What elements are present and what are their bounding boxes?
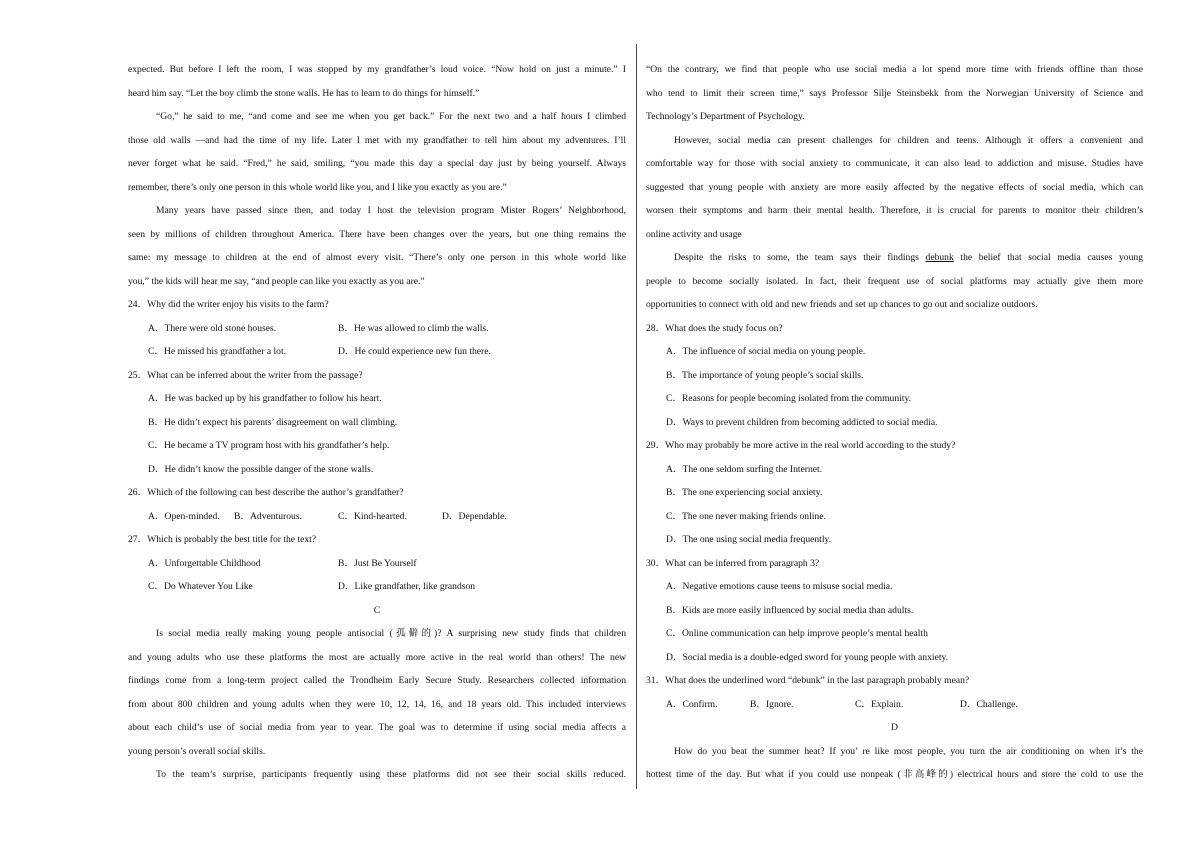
option-d: D．Social media is a double-edged sword for young people with anxiety. xyxy=(666,651,949,663)
text-line: remember, there’s only one person in this whole world like you, and I like you exactly as you are.” xyxy=(128,181,507,193)
text-line: worsen their symptoms and harm their mental health. Therefore, it is crucial for parents to monitor their children’s xyxy=(646,205,1143,216)
text-line: about each child’s use of social media from year to year. The goal was to determine if using social media affects a xyxy=(128,722,626,733)
section-heading-d: D xyxy=(891,722,898,733)
option-c: C．Kind-hearted. xyxy=(338,510,408,522)
text-line: and young adults who use these platforms the most are actually more active in the real world than others! The new xyxy=(128,651,626,663)
right-column xyxy=(646,58,1143,787)
option-d: D．He didn’t know the possible danger of the stone walls. xyxy=(148,463,374,475)
option-b: B．The importance of young people’s social skills. xyxy=(666,369,864,381)
question-stem: 28．What does the study focus on? xyxy=(646,322,783,334)
option-a: A．Confirm. xyxy=(666,698,718,710)
option-d: D．Like grandfather, like grandson xyxy=(338,581,476,592)
text-line: How do you beat the summer heat? If you’ re like most people, you turn the air conditioning on when it’s the xyxy=(674,745,1143,757)
text-line: same: my message to children at the end of almost every visit. “There’s only one person in this whole world like xyxy=(128,252,626,263)
text-line: young person’s overall social skills. xyxy=(128,745,266,757)
text-line: from about 800 children and young adults when they were 10, 12, 14, 16, and 18 years old. This included interviews xyxy=(128,698,626,710)
text-line: hottest time of the day. But what if you could use nonpeak (非高峰的) electrical hours and store the cold to use the xyxy=(646,769,1143,780)
option-b: B．Ignore. xyxy=(750,698,794,710)
question-stem: 30．What can be inferred from paragraph 3? xyxy=(646,557,820,569)
passage-b-continuation xyxy=(128,58,626,293)
text-line: those old walls —and had the time of my life. Later I met with my grandfather to tell him about my adventures. I’ll xyxy=(128,134,626,146)
option-row xyxy=(128,575,626,599)
text-line: online activity and usage xyxy=(646,228,742,240)
question-stem: 26．Which of the following can best describe the author’s grandfather? xyxy=(128,487,404,498)
question-29 xyxy=(646,434,1143,552)
text-line xyxy=(646,246,1143,270)
option-d: D．Challenge. xyxy=(960,698,1018,710)
option-a: A．The one seldom surfing the Internet. xyxy=(666,463,823,475)
option-b: B．Adventurous. xyxy=(234,510,302,522)
section-heading-c: C xyxy=(373,604,381,616)
text-line: people to become socially isolated. In fact, their frequent use of social platforms may actually give them more xyxy=(646,275,1143,287)
passage-c-continuation xyxy=(646,58,1143,317)
question-28 xyxy=(646,317,1143,435)
question-30 xyxy=(646,552,1143,670)
text-fragment: Despite the risks to some, the team says their findings xyxy=(674,252,926,263)
text-line: seen by millions of children throughout America. There have been changes over the years, but one thing remains the xyxy=(128,228,626,240)
question-stem: 24．Why did the writer enjoy his visits to the farm? xyxy=(128,299,329,310)
question-stem: 31．What does the underlined word “debunk” in the last paragraph probably mean? xyxy=(646,675,970,686)
option-b: B．Just Be Yourself xyxy=(338,557,417,569)
option-row xyxy=(128,317,626,341)
option-row xyxy=(646,693,1143,717)
option-d: D．Dependable. xyxy=(442,510,507,522)
question-stem: 25．What can be inferred about the writer from the passage? xyxy=(128,369,363,381)
option-a: A．The influence of social media on young people. xyxy=(666,346,866,357)
option-d: D．The one using social media frequently. xyxy=(666,534,832,545)
text-fragment: the belief that social media causes young xyxy=(953,252,1143,263)
text-line: you,” the kids will hear me say, “and people can like you exactly as you are.” xyxy=(128,275,425,287)
option-c: C．Reasons for people becoming isolated from the community. xyxy=(666,393,912,404)
option-row xyxy=(128,505,626,529)
option-a: A．Unforgettable Childhood xyxy=(148,557,261,569)
option-b: B．He was allowed to climb the walls. xyxy=(338,322,489,334)
left-column xyxy=(128,58,626,787)
option-c: C．He missed his grandfather a lot. xyxy=(148,346,287,357)
question-stem: 29．Who may probably be more active in the real world according to the study? xyxy=(646,440,956,451)
option-c: C．Explain. xyxy=(855,698,904,710)
question-26 xyxy=(128,481,626,528)
option-c: C．Online communication can help improve people’s mental health xyxy=(666,628,928,639)
column-divider xyxy=(636,44,637,789)
text-line: findings come from a long-term project called the Trondheim Early Secure Study. Researchers collected information xyxy=(128,675,626,686)
option-c: C．The one never making friends online. xyxy=(666,510,826,522)
option-a: A．Open-minded. xyxy=(148,510,220,522)
text-line: comfortable way for those with social anxiety to communicate, it can also lead to addiction and misuse. Studies have xyxy=(646,158,1143,169)
option-b: B．He didn’t expect his parents’ disagreement on wall climbing. xyxy=(148,416,398,428)
option-b: B．The one experiencing social anxiety. xyxy=(666,487,823,498)
question-27 xyxy=(128,528,626,599)
option-a: A．He was backed up by his grandfather to follow his heart. xyxy=(148,393,382,404)
text-line: who tend to limit their screen time,” says Professor Silje Steinsbekk from the Norwegian University of Science and xyxy=(646,87,1143,99)
underlined-word-debunk: debunk xyxy=(925,252,954,263)
text-line: opportunities to connect with old and new friends and set up chances to go out and socialize outdoors. xyxy=(646,299,1038,310)
option-b: B．Kids are more easily influenced by social media than adults. xyxy=(666,604,914,616)
passage-d xyxy=(646,740,1143,787)
option-c: C．He became a TV program host with his grandfather’s help. xyxy=(148,440,390,451)
option-row xyxy=(128,552,626,576)
text-line: suggested that young people with anxiety are more easily affected by the negative effects of social media, which can xyxy=(646,181,1143,193)
option-d: D．He could experience new fun there. xyxy=(338,346,491,357)
option-a: A．Negative emotions cause teens to misuse social media. xyxy=(666,581,893,592)
text-line: “Go,” he said to me, “and come and see me when you get back.” For the next two and a half hours I climbed xyxy=(156,111,626,122)
text-line: However, social media can present challenges for children and teens. Although it offers a convenient and xyxy=(674,134,1143,146)
option-a: A．There were old stone houses. xyxy=(148,322,277,334)
text-line: Many years have passed since then, and today I host the television program Mister Rogers’ Neighborhood, xyxy=(156,205,626,216)
option-row xyxy=(128,340,626,364)
text-line: never forget what he said. “Fred,” he said, smiling, “you made this day a special day just by being yourself. Always xyxy=(128,158,626,169)
text-line: Is social media really making young people antisocial (孤僻的)? A surprising new study finds that children xyxy=(156,628,626,639)
text-line: “On the contrary, we find that people who use social media a lot spend more time with friends offline than those xyxy=(646,64,1143,75)
text-line: To the team’s surprise, participants frequently using these platforms did not see their social skills reduced. xyxy=(156,769,626,780)
text-line: Technology’s Department of Psychology. xyxy=(646,111,805,122)
option-c: C．Do Whatever You Like xyxy=(148,581,253,592)
text-line: expected. But before I left the room, I was stopped by my grandfather’s loud voice. “Now hold on just a minute.” I xyxy=(128,64,626,75)
question-31 xyxy=(646,669,1143,716)
question-24 xyxy=(128,293,626,364)
question-25 xyxy=(128,364,626,482)
question-stem: 27．Which is probably the best title for the text? xyxy=(128,534,317,545)
option-d: D．Ways to prevent children from becoming addicted to social media. xyxy=(666,416,938,428)
text-line: heard him say. “Let the boy climb the stone walls. He has to learn to do things for himself.” xyxy=(128,87,480,99)
passage-c xyxy=(128,622,626,787)
